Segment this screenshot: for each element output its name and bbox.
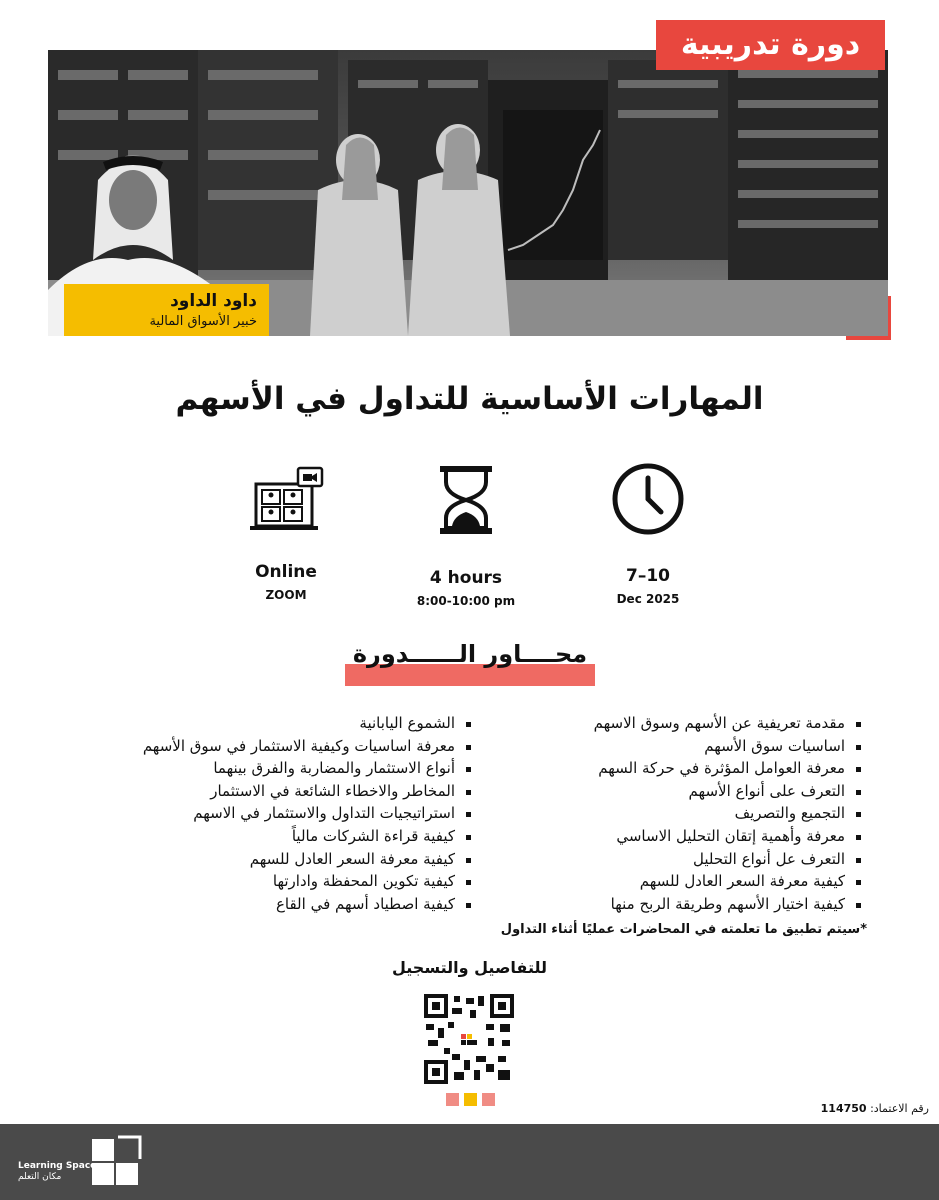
list-item: التعرف عل أنواع التحليل [594, 848, 863, 871]
brand-name-en: Learning Space [18, 1161, 97, 1171]
accreditation-value: 114750 [820, 1102, 867, 1115]
list-item: المخاطر والاخطاء الشائعة في الاستثمار [143, 780, 473, 803]
mode-sub: ZOOM [265, 588, 307, 602]
list-item: التعرف على أنواع الأسهم [594, 780, 863, 803]
info-date [588, 462, 708, 606]
list-item: معرفة اساسيات وكيفية الاستثمار في سوق الأسهم [143, 735, 473, 758]
list-item: اساسيات سوق الأسهم [594, 735, 863, 758]
video-conference-icon [248, 466, 324, 534]
accreditation-label: رقم الاعتماد: [870, 1102, 929, 1115]
info-duration [406, 464, 526, 608]
list-item: كيفية معرفة السعر العادل للسهم [594, 870, 863, 893]
mode-label: Online [255, 562, 317, 582]
list-item: كيفية قراءة الشركات مالياً [143, 825, 473, 848]
list-item: كيفية تكوين المحفظة وادارتها [143, 870, 473, 893]
registration-qr-code[interactable] [424, 994, 514, 1084]
trainer-role: خبير الأسواق المالية [149, 314, 257, 329]
trainer-caption [64, 284, 269, 336]
list-item: كيفية اختيار الأسهم وطريقة الربح منها [594, 893, 863, 916]
hourglass-icon [436, 464, 496, 536]
list-item: كيفية معرفة السعر العادل للسهم [143, 848, 473, 871]
info-mode [226, 466, 346, 602]
topics-list-left [143, 712, 473, 915]
dot-yellow [464, 1093, 477, 1106]
course-title: المهارات الأساسية للتداول في الأسهم [175, 381, 764, 417]
list-item: كيفية اصطياد أسهم في القاع [143, 893, 473, 916]
practice-note: *سيتم تطبيق ما تعلمته في المحاضرات عمليًا أثناء التداول [500, 922, 867, 937]
list-item: استراتيجيات التداول والاستثمار في الاسهم [143, 802, 473, 825]
date-label: 7–10 [626, 566, 670, 586]
section-heading: محــــاور الــــــدورة [352, 640, 588, 668]
list-item: معرفة العوامل المؤثرة في حركة السهم [594, 757, 863, 780]
clock-icon [611, 462, 685, 536]
duration-sub: 8:00-10:00 pm [416, 594, 516, 608]
register-label: للتفاصيل والتسجيل [391, 958, 548, 977]
duration-label: 4 hours [429, 568, 503, 588]
list-item: التجميع والتصريف [594, 802, 863, 825]
list-item: الشموع اليابانية [143, 712, 473, 735]
date-sub: Dec 2025 [616, 592, 680, 606]
dot-salmon [446, 1093, 459, 1106]
decorative-dots [446, 1093, 496, 1107]
list-item: أنواع الاستثمار والمضاربة والفرق بينهما [143, 757, 473, 780]
list-item: معرفة وأهمية إتقان التحليل الاساسي [594, 825, 863, 848]
brand-name-ar: مكان التعلم [18, 1172, 62, 1182]
accreditation-number [821, 1102, 929, 1115]
learning-space-logo-icon [88, 1133, 142, 1187]
topics-list-right [594, 712, 863, 915]
dot-salmon [482, 1093, 495, 1106]
course-type-badge: دورة تدريبية [656, 20, 885, 70]
list-item: مقدمة تعريفية عن الأسهم وسوق الاسهم [594, 712, 863, 735]
trainer-name: داود الداود [170, 291, 257, 311]
